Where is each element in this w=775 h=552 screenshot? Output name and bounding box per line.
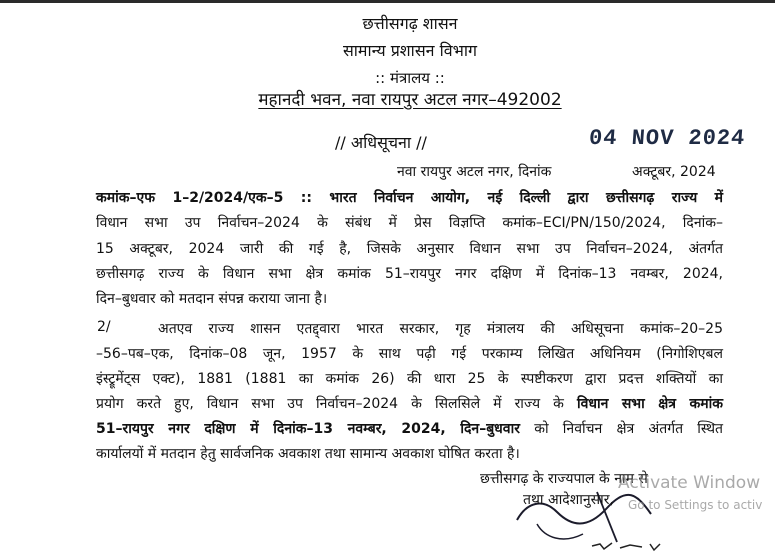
para1-line: 15 अक्टूबर, 2024 जारी की गई है, जिसके अनुसार विधान सभा उप निर्वाचन–2024, अंतर्गत: [96, 241, 723, 257]
order-number: कमांक–एफ 1–2/2024/एक–5 :: भारत निर्वाचन आयोग, नई दिल्ली द्वारा छत्तीसगढ़ राज्य में: [96, 190, 723, 206]
para2-line: कार्यालयों में मतदान हेतु सार्वजनिक अवकाश तथा सामान्य अवकाश घोषित करता है।: [96, 446, 520, 462]
para2-text: प्रयोग करते हुए, विधान सभा उप निर्वाचन–2024 के सिलसिले में राज्य के: [96, 396, 564, 412]
signature-line-1: छत्तीसगढ़ के राज्यपाल के नाम से: [480, 471, 648, 487]
para2-bold-text: 51–रायपुर नगर दक्षिण में दिनांक–13 नवम्बर, 2024, दिन–बुधवार: [96, 421, 520, 437]
signature-line-2: तथा आदेशानुसार,: [523, 492, 614, 508]
para1-line: छत्तीसगढ़ राज्य के विधान सभा क्षेत्र कमांक 51–रायपुर नगर दक्षिण में दिनांक–13 नवम्बर, 2024,: [96, 266, 723, 282]
header-ministry: :: मंत्रालय ::: [375, 69, 445, 87]
para2-text: को निर्वाचन क्षेत्र अंतर्गत स्थित: [534, 421, 724, 437]
para2-line: –56–पब–एक, दिनांक–08 जून, 1957 के साथ पढ़ी गई परकाम्य लिखित अधिनियम (निगोशिएबल: [96, 346, 723, 362]
month-year: अक्टूबर, 2024: [632, 164, 716, 180]
para2-line: [96, 419, 723, 439]
para1-line: दिन–बुधवार को मतदान संपन्न कराया जाना है।: [96, 291, 328, 307]
date-stamp: 04 NOV 2024: [588, 126, 747, 151]
para2-line: इंस्ट्रूमेंट्स एक्ट), 1881 (1881 का कमांक 26) की धारा 25 के स्पष्टीकरण द्वारा प्रदत्त शक्तियों का: [96, 371, 723, 387]
header-address: महानदी भवन, नवा रायपुर अटल नगर–492002: [258, 90, 562, 110]
place-date-label: नवा रायपुर अटल नगर, दिनांक: [397, 164, 552, 180]
para1-line: [96, 188, 723, 208]
bottom-signature-fragment: [590, 540, 680, 552]
header-government: छत्तीसगढ़ शासन: [362, 14, 458, 33]
para2-line: [96, 394, 723, 414]
header-department: सामान्य प्रशासन विभाग: [342, 41, 478, 60]
notification-title: // अधिसूचना //: [335, 133, 427, 152]
paragraph-number: 2/: [97, 319, 111, 335]
activate-windows-watermark: Activate Window: [618, 473, 761, 493]
activate-windows-hint: Go to Settings to activ: [628, 498, 763, 512]
para1-line: विधान सभा उप निर्वाचन–2024 के संबंध में प्रेस विज्ञप्ति कमांक–ECI/PN/150/2024, दिनांक–: [96, 215, 723, 231]
para2-line: अतएव राज्य शासन एतद्द्वारा भारत सरकार, गृह मंत्रालय की अधिसूचना कमांक–20–25: [158, 321, 723, 337]
para2-bold-text: विधान सभा क्षेत्र कमांक: [576, 396, 723, 412]
